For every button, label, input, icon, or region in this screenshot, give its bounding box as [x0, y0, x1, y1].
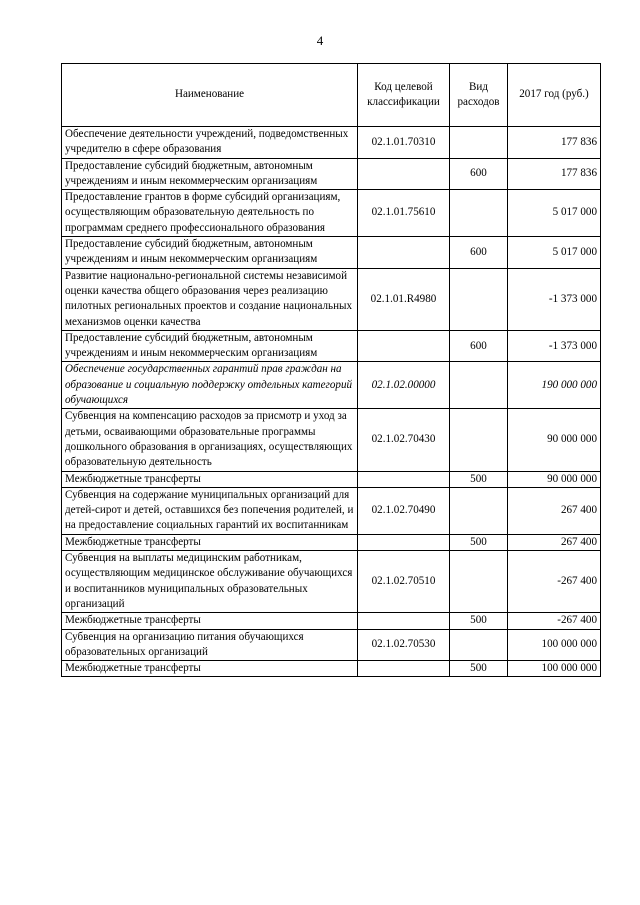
- table-row: [62, 471, 601, 487]
- table-row: [62, 409, 601, 471]
- cell-amount: 5 017 000: [508, 190, 601, 237]
- cell-amount: 5 017 000: [508, 237, 601, 269]
- cell-type: [450, 127, 508, 159]
- cell-code: 02.1.02.70510: [358, 551, 450, 613]
- cell-type: [450, 487, 508, 534]
- cell-code: 02.1.01.R4980: [358, 268, 450, 330]
- table-row: [62, 362, 601, 409]
- cell-name: Субвенция на компенсацию расходов за присмотр и уход за детьми, осваивающими образовательные программы дошкольного образования в организациях, осуществляющих образовательную деятельность: [62, 409, 358, 471]
- cell-type: 600: [450, 158, 508, 190]
- table-row: [62, 127, 601, 159]
- cell-amount: 177 836: [508, 127, 601, 159]
- cell-code: [358, 471, 450, 487]
- cell-code: [358, 613, 450, 629]
- cell-amount: 177 836: [508, 158, 601, 190]
- cell-name: Субвенция на организацию питания обучающихся образовательных организаций: [62, 629, 358, 661]
- cell-amount: 190 000 000: [508, 362, 601, 409]
- cell-name: Обеспечение деятельности учреждений, подведомственных учредителю в сфере образования: [62, 127, 358, 159]
- cell-code: 02.1.02.00000: [358, 362, 450, 409]
- table-row: [62, 661, 601, 677]
- cell-name: Предоставление субсидий бюджетным, автономным учреждениям и иным некоммерческим организациям: [62, 330, 358, 362]
- header-type: Вид расходов: [450, 64, 508, 127]
- cell-type: [450, 190, 508, 237]
- cell-amount: 267 400: [508, 534, 601, 550]
- cell-type: 600: [450, 237, 508, 269]
- table-header-row: [62, 64, 601, 127]
- cell-name: Межбюджетные трансферты: [62, 661, 358, 677]
- cell-code: [358, 661, 450, 677]
- table-row: [62, 237, 601, 269]
- cell-type: 500: [450, 661, 508, 677]
- table-row: [62, 268, 601, 330]
- cell-amount: 267 400: [508, 487, 601, 534]
- table-row: [62, 534, 601, 550]
- cell-name: Предоставление грантов в форме субсидий организациям, осуществляющим образовательную деятельность по программам среднего профессионального образования: [62, 190, 358, 237]
- cell-amount: -267 400: [508, 551, 601, 613]
- cell-name: Субвенция на выплаты медицинским работникам, осуществляющим медицинское обслуживание обучающихся и воспитанников муниципальных образовательных организаций: [62, 551, 358, 613]
- cell-amount: 100 000 000: [508, 629, 601, 661]
- cell-name: Предоставление субсидий бюджетным, автономным учреждениям и иным некоммерческим организациям: [62, 237, 358, 269]
- cell-amount: -267 400: [508, 613, 601, 629]
- cell-type: [450, 551, 508, 613]
- cell-name: Субвенция на содержание муниципальных организаций для детей-сирот и детей, оставшихся без попечения родителей, и на предоставление социальных гарантий их воспитанникам: [62, 487, 358, 534]
- cell-name: Межбюджетные трансферты: [62, 471, 358, 487]
- cell-code: [358, 158, 450, 190]
- cell-type: 500: [450, 471, 508, 487]
- cell-type: 500: [450, 534, 508, 550]
- cell-type: 500: [450, 613, 508, 629]
- table-row: [62, 613, 601, 629]
- cell-code: 02.1.02.70430: [358, 409, 450, 471]
- page-number: 4: [316, 33, 324, 48]
- table-row: [62, 629, 601, 661]
- cell-code: 02.1.01.70310: [358, 127, 450, 159]
- table-row: [62, 551, 601, 613]
- table-row: [62, 330, 601, 362]
- cell-code: [358, 330, 450, 362]
- cell-name: Межбюджетные трансферты: [62, 613, 358, 629]
- cell-type: [450, 268, 508, 330]
- budget-table: [61, 63, 601, 677]
- cell-amount: 100 000 000: [508, 661, 601, 677]
- cell-type: [450, 629, 508, 661]
- table-row: [62, 158, 601, 190]
- cell-code: 02.1.02.70490: [358, 487, 450, 534]
- cell-code: [358, 534, 450, 550]
- cell-type: [450, 362, 508, 409]
- cell-amount: -1 373 000: [508, 330, 601, 362]
- cell-code: 02.1.01.75610: [358, 190, 450, 237]
- header-code: Код целевой классификации: [358, 64, 450, 127]
- header-amount: 2017 год (руб.): [508, 64, 601, 127]
- cell-type: 600: [450, 330, 508, 362]
- cell-amount: 90 000 000: [508, 471, 601, 487]
- cell-name: Развитие национально-региональной системы независимой оценки качества общего образования через реализацию пилотных региональных проектов и создание национальных механизмов оценки качества: [62, 268, 358, 330]
- cell-amount: -1 373 000: [508, 268, 601, 330]
- cell-amount: 90 000 000: [508, 409, 601, 471]
- header-name: Наименование: [62, 64, 358, 127]
- cell-code: [358, 237, 450, 269]
- cell-name: Межбюджетные трансферты: [62, 534, 358, 550]
- cell-type: [450, 409, 508, 471]
- cell-name: Обеспечение государственных гарантий прав граждан на образование и социальную поддержку отдельных категорий обучающихся: [62, 362, 358, 409]
- table-row: [62, 190, 601, 237]
- table-body: [62, 127, 601, 677]
- cell-name: Предоставление субсидий бюджетным, автономным учреждениям и иным некоммерческим организациям: [62, 158, 358, 190]
- table-row: [62, 487, 601, 534]
- cell-code: 02.1.02.70530: [358, 629, 450, 661]
